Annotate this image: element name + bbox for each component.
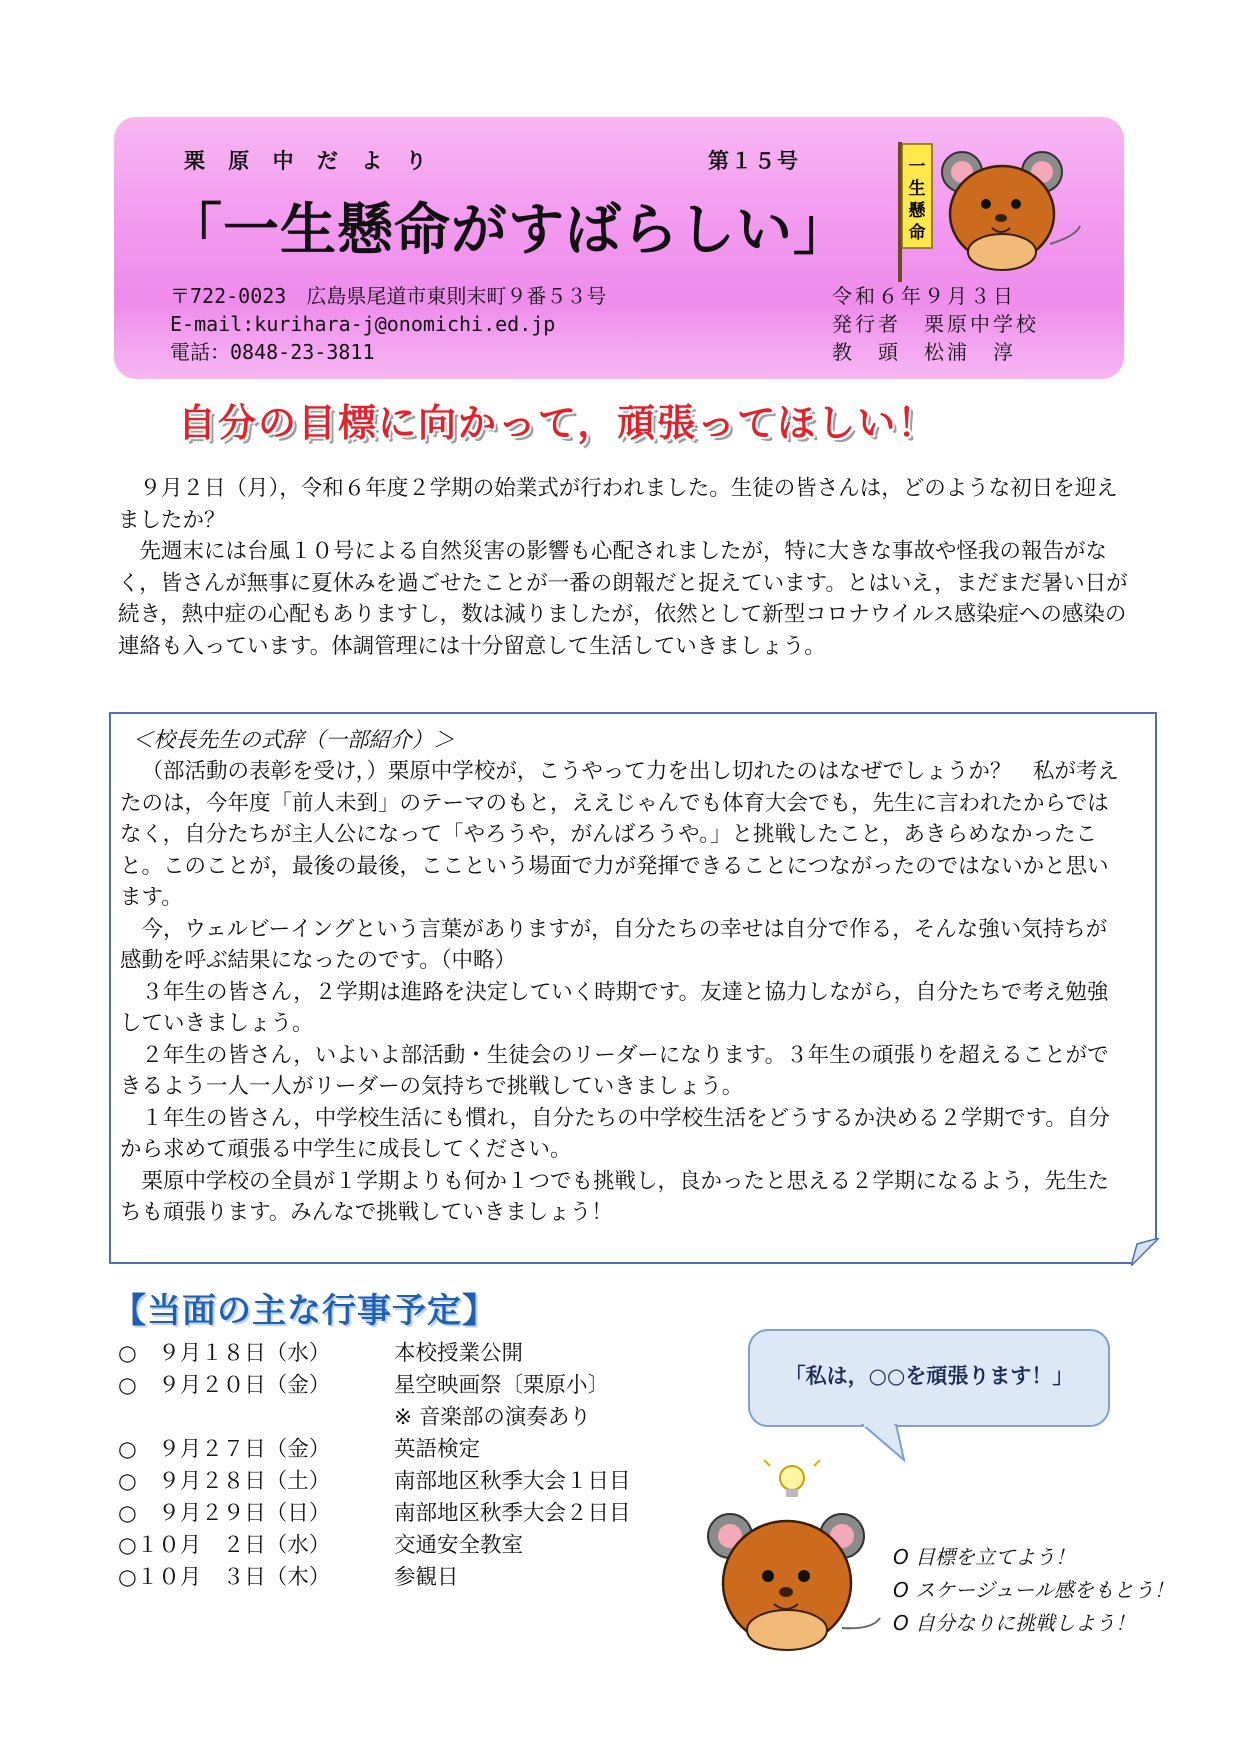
banner-char-1: 一 xyxy=(908,157,926,177)
headline: 自分の目標に向かって，頑張ってほしい！ xyxy=(178,401,938,445)
phone: 電話：0848-23-3811 xyxy=(170,340,375,364)
speech-paragraph: １年生の皆さん，中学校生活にも慣れ，自分たちの中学校生活をどうするか決める２学期です。自分から求めて頑張る中学生に成長してください。 xyxy=(120,1105,1110,1162)
speech-paragraph: ３年生の皆さん，２学期は進路を決定していく時期です。友達と協力しながら，自分たちで考え勉強していきましょう。 xyxy=(120,979,1109,1036)
schedule-date: ○１０月 ３日（木） xyxy=(118,1565,331,1590)
schedule-title: 【当面の主な行事予定】 xyxy=(112,1291,497,1331)
schedule-date: ○ ９月２７日（金） xyxy=(118,1437,331,1462)
contact-block xyxy=(170,282,606,366)
schedule-row xyxy=(118,1562,631,1594)
mascot-banner-illustration xyxy=(880,134,1090,284)
schedule-date: ○ ９月２９日（日） xyxy=(118,1501,331,1526)
schedule-date: ○ ９月１８日（水） xyxy=(118,1341,331,1366)
speech-paragraph: 今，ウェルビーイングという言葉がありますが，自分たちの幸せは自分で作る，そんな強い気持ちが感動を呼ぶ結果になったのです。（中略） xyxy=(120,916,1108,973)
schedule-date xyxy=(118,1402,394,1434)
lightbulb-icon xyxy=(780,1466,804,1490)
schedule-row xyxy=(118,1530,631,1562)
goal-item: O 自分なりに挑戦しよう！ xyxy=(893,1611,1136,1635)
schedule-event: 南部地区秋季大会１日目 xyxy=(394,1469,631,1494)
intro-paragraph-1: ９月２日（月），令和６年度２学期の始業式が行われました。生徒の皆さんは，どのような初日を迎えましたか？ xyxy=(118,476,1118,533)
schedule-row xyxy=(118,1370,631,1402)
intro-paragraph-2: 先週末には台風１０号による自然災害の影響も心配されましたが，特に大きな事故や怪我の報告がなく，皆さんが無事に夏休みを過ごせたことが一番の朗報だと捉えています。とはいえ，まだまだ暑い日が続き，熱中症の心配もありますし，数は減りましたが，依然として新型コロナウイルス感染症への感染の連絡も入っています。体調管理には十分留意して生活していきましょう。 xyxy=(118,539,1128,659)
schedule-date: ○ ９月２８日（土） xyxy=(118,1469,331,1494)
goal-item: O 目標を立てよう！ xyxy=(893,1545,1076,1569)
newsletter-name: 栗 原 中 だ よ り xyxy=(184,149,435,173)
speech-paragraph: ２年生の皆さん，いよいよ部活動・生徒会のリーダーになります。３年生の頑張りを超えることができるよう一人一人がリーダーの気持ちで挑戦していきましょう。 xyxy=(120,1042,1109,1099)
mascot-lightbulb-illustration xyxy=(692,1458,892,1658)
schedule-row xyxy=(118,1402,631,1434)
schedule-event: ※ 音楽部の演奏あり xyxy=(394,1405,591,1430)
address: 〒722-0023 広島県尾道市東則末町９番５３号 xyxy=(170,284,607,308)
publisher-block xyxy=(832,282,1039,366)
schedule-row xyxy=(118,1434,631,1466)
schedule-row xyxy=(118,1466,631,1498)
schedule-event: 交通安全教室 xyxy=(394,1533,524,1558)
schedule-event: 星空映画祭〔栗原小〕 xyxy=(394,1373,610,1398)
intro-text xyxy=(118,473,1128,662)
schedule-event: 南部地区秋季大会２日目 xyxy=(394,1501,631,1526)
schedule-event: 本校授業公開 xyxy=(394,1341,524,1366)
schedule-event: 参観日 xyxy=(394,1565,459,1590)
speech-text xyxy=(120,756,1120,1229)
author: 教 頭 松浦 淳 xyxy=(832,340,1016,364)
schedule-row xyxy=(118,1498,631,1530)
banner-char-3: 懸 xyxy=(908,201,926,221)
schedule-list xyxy=(118,1338,631,1594)
banner-char-4: 命 xyxy=(908,223,926,243)
schedule-row xyxy=(118,1338,631,1370)
issue-date: 令和６年９月３日 xyxy=(832,284,1016,308)
schedule-date: ○ ９月２０日（金） xyxy=(118,1373,331,1398)
banner-char-2: 生 xyxy=(908,179,926,199)
page-fold-corner xyxy=(1131,1238,1159,1266)
speech-paragraph: 栗原中学校の全員が１学期よりも何か１つでも挑戦し，良かったと思える２学期になるよう，先生たちも頑張ります。みんなで挑戦していきましょう！ xyxy=(120,1168,1110,1225)
goal-item: O スケージュール感をもとう！ xyxy=(893,1578,1174,1602)
issue-number: 第１５号 xyxy=(708,149,800,173)
schedule-event: 英語検定 xyxy=(394,1437,481,1462)
speech-paragraph: （部活動の表彰を受け，）栗原中学校が，こうやって力を出し切れたのはなぜでしょうか？ 私が考えたのは，今年度「前人未到」のテーマのもと，ええじゃんでも体育大会でも，先生に言われたからではなく，自分たちが主人公になって「やろうや，がんばろうや。」と挑戦したこと，あきらめなかったこと。このことが，最後の最後，ここという場面で力が発揮できることにつながったのではないかと思います。 xyxy=(120,759,1119,910)
bubble-text: 「私は，○○を頑張ります！」 xyxy=(784,1364,1074,1388)
speech-title: ＜校長先生の式辞（一部紹介）＞ xyxy=(132,728,455,753)
newsletter-title: 「一生懸命がすばらしい」 xyxy=(166,197,850,263)
publisher: 発行者 栗原中学校 xyxy=(832,312,1039,336)
schedule-date: ○１０月 ２日（水） xyxy=(118,1533,331,1558)
email: E-mail:kurihara-j@onomichi.ed.jp xyxy=(170,312,556,336)
goals-list xyxy=(893,1541,1174,1640)
